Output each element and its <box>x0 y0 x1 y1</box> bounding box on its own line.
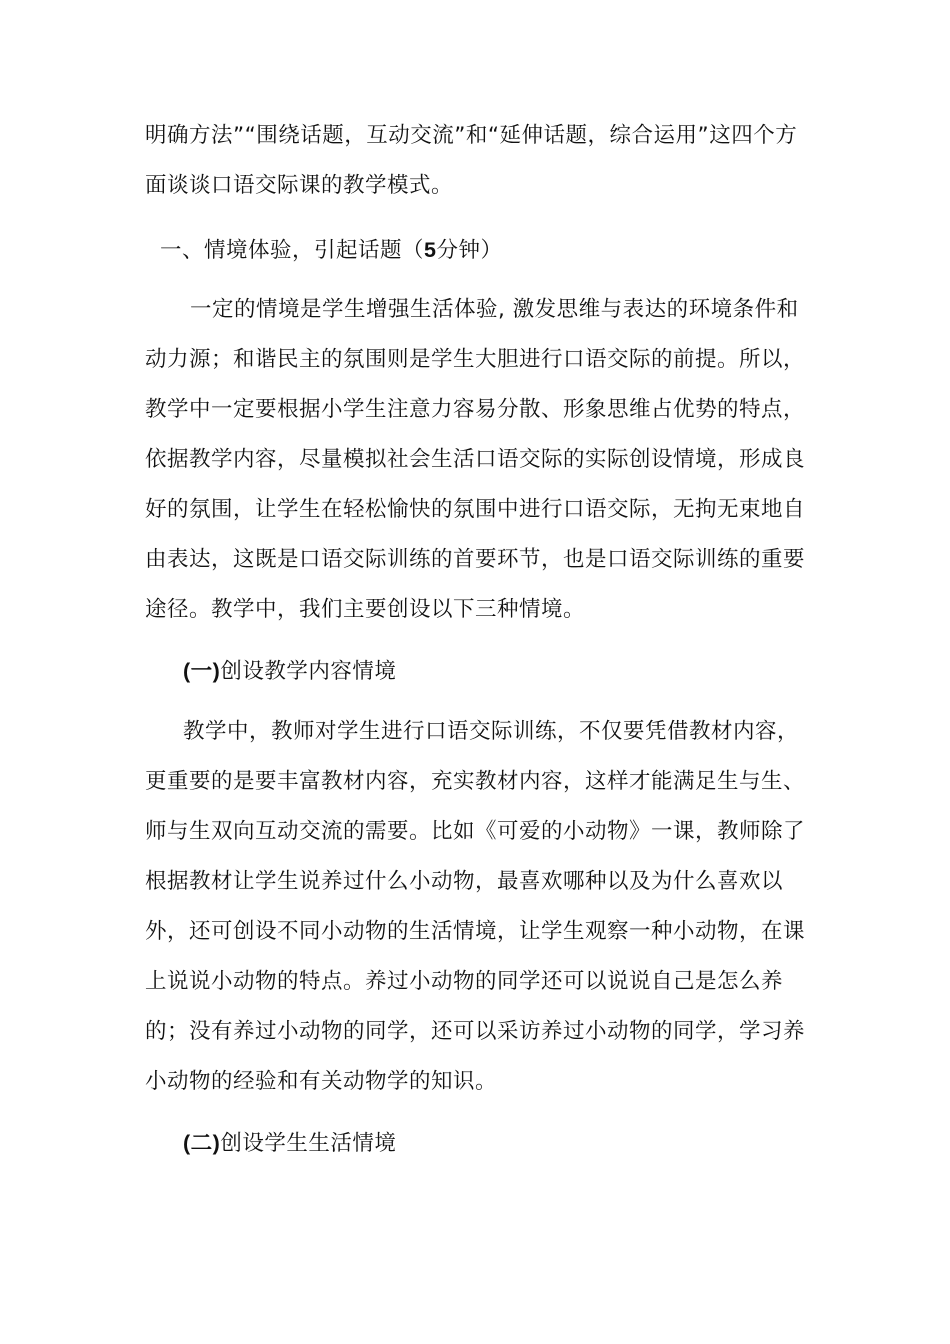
subsection-title: 创设教学内容情境 <box>220 659 397 684</box>
paragraph-line: 上说说小动物的特点。养过小动物的同学还可以说说自己是怎么养 <box>145 969 784 994</box>
subsection-heading-1 <box>183 656 396 687</box>
section-heading-prefix: 一、情境体验，引起话题（ <box>160 238 425 263</box>
subsection-heading-2 <box>183 1128 396 1159</box>
paragraph-line: 教学中，教师对学生进行口语交际训练，不仅要凭借教材内容， <box>183 719 800 744</box>
paragraph-line: 由表达，这既是口语交际训练的首要环节，也是口语交际训练的重要 <box>145 547 806 572</box>
paragraph-line: 更重要的是要丰富教材内容，充实教材内容，这样才能满足生与生、 <box>145 769 806 794</box>
paragraph-line: 教学中一定要根据小学生注意力容易分散、形象思维占优势的特点， <box>145 397 806 422</box>
paragraph-line: 外，还可创设不同小动物的生活情境，让学生观察一种小动物，在课 <box>145 919 806 944</box>
subsection-number: (二) <box>183 1131 221 1155</box>
section-heading <box>160 235 503 266</box>
paragraph-line: 途径。教学中，我们主要创设以下三种情境。 <box>145 597 586 622</box>
paragraph-line: 小动物的经验和有关动物学的知识。 <box>145 1069 498 1094</box>
paragraph-line: 依据教学内容，尽量模拟社会生活口语交际的实际创设情境，形成良 <box>145 447 806 472</box>
subsection-number: (一) <box>183 659 221 683</box>
subsection-title: 创设学生生活情境 <box>220 1131 397 1156</box>
intro-line-2: 面谈谈口语交际课的教学模式。 <box>145 173 454 198</box>
paragraph-line: 好的氛围，让学生在轻松愉快的氛围中进行口语交际，无拘无束地自 <box>145 497 806 522</box>
section-heading-suffix: 分钟） <box>436 238 503 263</box>
paragraph-line: 师与生双向互动交流的需要。比如《可爱的小动物》一课，教师除了 <box>145 819 806 844</box>
paragraph-line: 一定的情境是学生增强生活体验, 激发思维与表达的环境条件和 <box>190 297 799 322</box>
paragraph-line: 根据教材让学生说养过什么小动物，最喜欢哪种以及为什么喜欢以 <box>145 869 784 894</box>
paragraph-line: 的；没有养过小动物的同学，还可以采访养过小动物的同学，学习养 <box>145 1019 806 1044</box>
intro-line-1: 明确方法”“围绕话题，互动交流”和“延伸话题，综合运用”这四个方 <box>145 123 798 148</box>
section-heading-minutes: 5 <box>424 238 437 262</box>
paragraph-line: 动力源；和谐民主的氛围则是学生大胆进行口语交际的前提。所以， <box>145 347 806 372</box>
